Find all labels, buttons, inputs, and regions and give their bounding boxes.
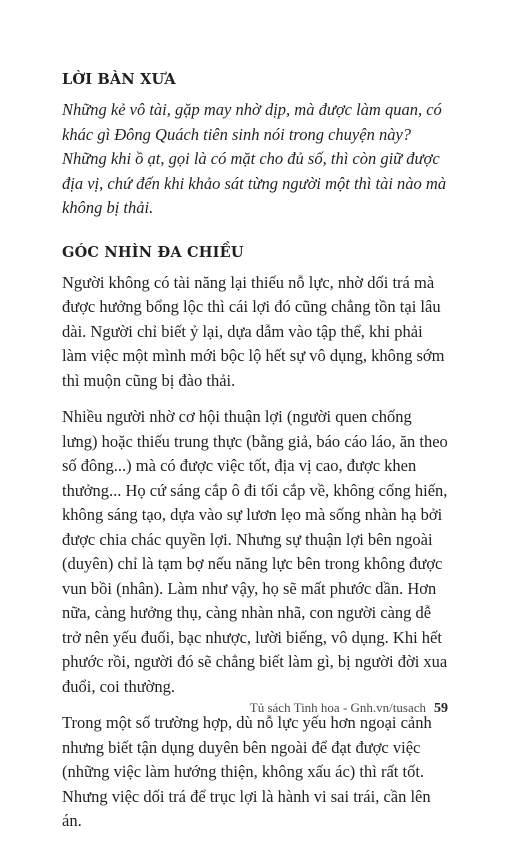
commentary-paragraph: Những kẻ vô tài, gặp may nhờ dịp, mà được làm quan, có khác gì Đông Quách tiên sinh nói trong chuyện này? Những khi ồ ạt, gọi là có mặt cho đủ số, thì còn giữ được địa vị, chứ đến khi khảo sát từng người một thì tài nào mà không bị thải.	[62, 100, 447, 217]
section-heading-loi-ban-xua: LỜI BÀN XƯA	[62, 71, 176, 88]
page-number: 59	[434, 701, 448, 716]
page-content	[62, 70, 450, 846]
body-paragraph-2: Nhiều người nhờ cơ hội thuận lợi (người quen chống lưng) hoặc thiếu trung thực (bằng giả, báo cáo láo, ăn theo số đông...) mà có được việc tốt, địa vị cao, được khen thưởng... Họ cứ sáng cắp ô đi tối cắp về, không cống hiến, không sáng tạo, dựa vào sự lươn lẹo mà sống nhàn hạ bởi được chia chác quyền lợi. Nhưng sự thuận lợi bên ngoài (duyên) chỉ là tạm bợ nếu năng lực bên trong không được vun bồi (nhân). Làm như vậy, họ sẽ mất phước dần. Hơn nữa, càng hưởng thụ, càng nhàn nhã, con người càng dễ trở nên yếu đuối, bạc nhược, lười biếng, vô dụng. Khi hết phước rồi, người đó sẽ chẳng biết làm gì, bị người đời xua đuổi, coi thường.	[62, 407, 448, 696]
body-paragraph-3: Trong một số trường hợp, dù nỗ lực yếu hơn ngoại cảnh nhưng biết tận dụng duyên bên ngoài để đạt được việc (những việc làm hướng thiện, không xấu ác) thì rất tốt. Nhưng việc dối trá để trục lợi là hành vi sai trái, cần lên án.	[62, 713, 432, 830]
section-heading-goc-nhin: GÓC NHÌN ĐA CHIỀU	[62, 243, 244, 261]
body-paragraph-1: Người không có tài năng lại thiếu nỗ lực, nhờ dối trá mà được hưởng bổng lộc thì cái lợi đó cũng chẳng tồn tại lâu dài. Người chỉ biết ỷ lại, dựa dẫm vào tập thể, khi phải làm việc một mình mới bộc lộ hết sự vô dụng, không sớm thì muộn cũng bị đào thải.	[62, 272, 445, 390]
page-footer	[250, 700, 448, 717]
footer-source: Tủ sách Tinh hoa - Gnh.vn/tusach	[249, 700, 426, 715]
